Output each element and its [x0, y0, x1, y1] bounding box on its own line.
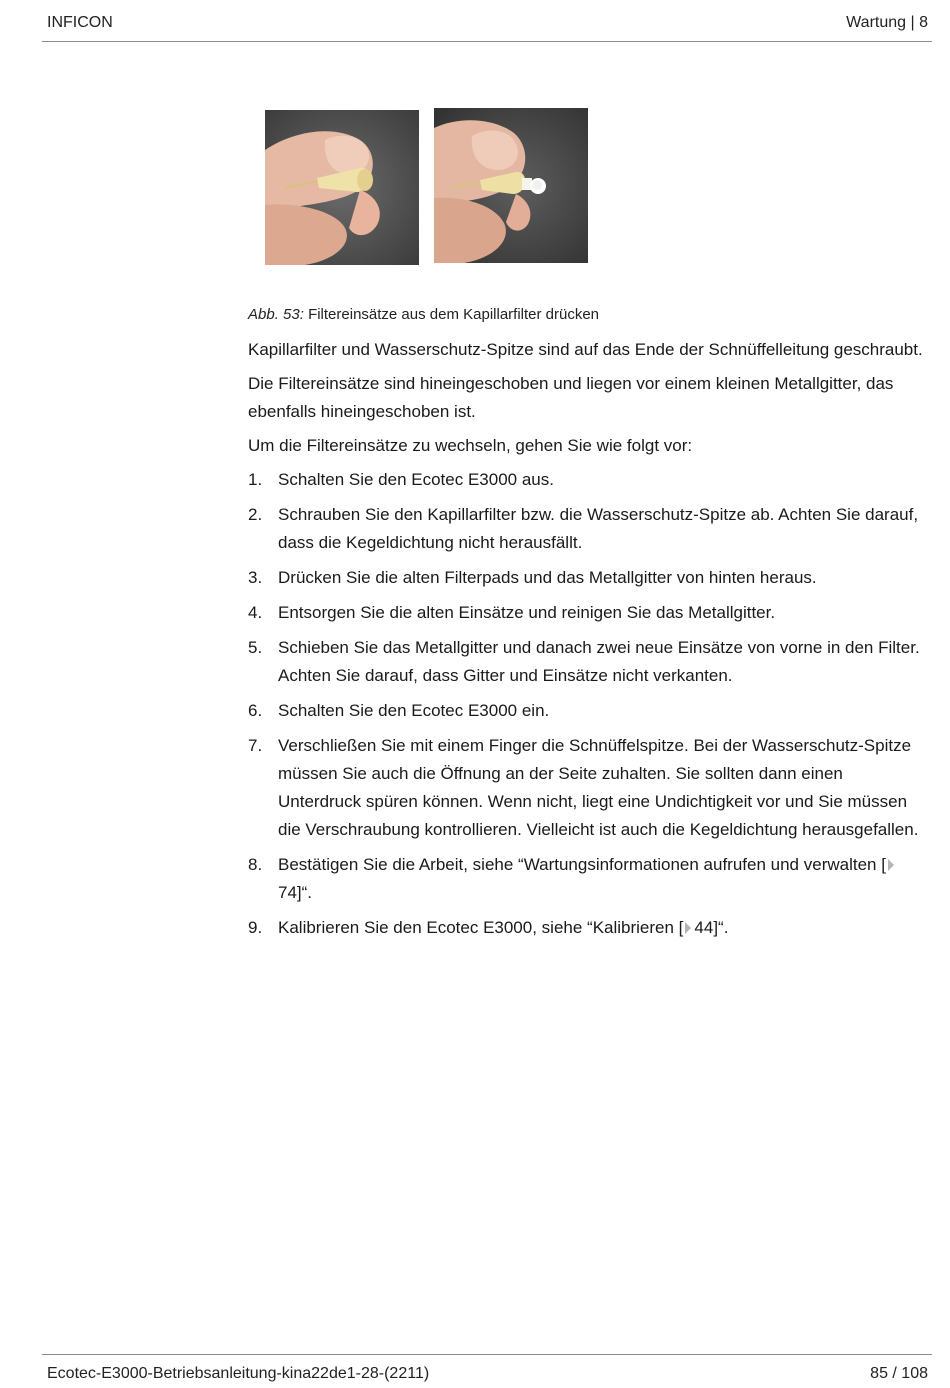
step-2: [248, 501, 928, 557]
step-4: [248, 599, 928, 627]
chapter-indicator: Wartung | 8: [846, 14, 928, 31]
step-number: 6.: [248, 701, 263, 720]
step-6: [248, 697, 928, 725]
photo-filter-after: [434, 108, 588, 263]
step-number: 4.: [248, 603, 263, 622]
figure-label: Abb. 53:: [248, 306, 304, 323]
brand-name: INFICON: [47, 14, 113, 31]
intro-paragraph-2: Die Filtereinsätze sind hineingeschoben und liegen vor einem kleinen Metallgitter, das ebenfalls hineingeschoben ist.: [248, 374, 894, 421]
step-5: [248, 634, 928, 690]
page-number: 85 / 108: [870, 1365, 928, 1382]
page-reference-link[interactable]: 44: [694, 918, 714, 937]
step-number: 7.: [248, 736, 263, 755]
figure-caption: [248, 306, 599, 323]
step-text: Schieben Sie das Metallgitter und danach zwei neue Einsätze von vorne in den Filter. Achten Sie darauf, dass Gitter und Einsätze nicht verkanten.: [278, 638, 920, 685]
step-number: 2.: [248, 505, 263, 524]
document-id: Ecotec-E3000-Betriebsanleitung-kina22de1-28-(2211): [47, 1365, 430, 1382]
step-7: [248, 732, 928, 844]
step-1: [248, 466, 928, 494]
figure-caption-text: Filtereinsätze aus dem Kapillarfilter drücken: [308, 306, 600, 323]
step-text: Entsorgen Sie die alten Einsätze und reinigen Sie das Metallgitter.: [278, 603, 776, 622]
step-text: Schalten Sie den Ecotec E3000 aus.: [278, 470, 554, 489]
step-number: 1.: [248, 470, 263, 489]
page-reference-arrow-icon: [888, 859, 894, 871]
body-text: [248, 336, 928, 949]
page-reference-arrow-icon: [685, 922, 691, 934]
step-number: 9.: [248, 918, 263, 937]
step-number: 8.: [248, 855, 263, 874]
step-text-before: Bestätigen Sie die Arbeit, siehe “Wartungsinformationen aufrufen und verwalten [: [278, 855, 886, 874]
procedure-steps: [248, 466, 928, 942]
figure-53: [265, 108, 589, 264]
step-text-after: ]“.: [713, 918, 729, 937]
page-header: [42, 0, 932, 42]
intro-paragraph-3: Um die Filtereinsätze zu wechseln, gehen Sie wie folgt vor:: [248, 436, 693, 455]
step-text: Schalten Sie den Ecotec E3000 ein.: [278, 701, 550, 720]
page-footer: [42, 1354, 932, 1388]
page-reference-link[interactable]: 74: [278, 883, 297, 902]
intro-paragraph-1: Kapillarfilter und Wasserschutz-Spitze sind auf das Ende der Schnüffelleitung geschraubt.: [248, 340, 923, 359]
step-text: Schrauben Sie den Kapillarfilter bzw. die Wasserschutz-Spitze ab. Achten Sie darauf, dass die Kegeldichtung nicht herausfällt.: [278, 505, 919, 552]
step-text-before: Kalibrieren Sie den Ecotec E3000, siehe “Kalibrieren [: [278, 918, 684, 937]
step-text-after: ]“.: [296, 883, 313, 902]
step-8: [248, 851, 928, 907]
step-3: [248, 564, 928, 592]
photo-filter-before: [265, 110, 419, 265]
step-text: Verschließen Sie mit einem Finger die Schnüffelspitze. Bei der Wasserschutz-Spitze müssen Sie auch die Öffnung an der Seite zuhalten. Sie sollten dann einen Unterdruck spüren können. Wenn nicht, liegt eine Undichtigkeit vor und Sie müssen die Verschraubung kontrollieren. Vielleicht ist auch die Kegeldichtung herausgefallen.: [278, 736, 919, 839]
step-number: 3.: [248, 568, 263, 587]
step-text: Drücken Sie die alten Filterpads und das Metallgitter von hinten heraus.: [278, 568, 817, 587]
step-9: [248, 914, 928, 942]
step-number: 5.: [248, 638, 263, 657]
